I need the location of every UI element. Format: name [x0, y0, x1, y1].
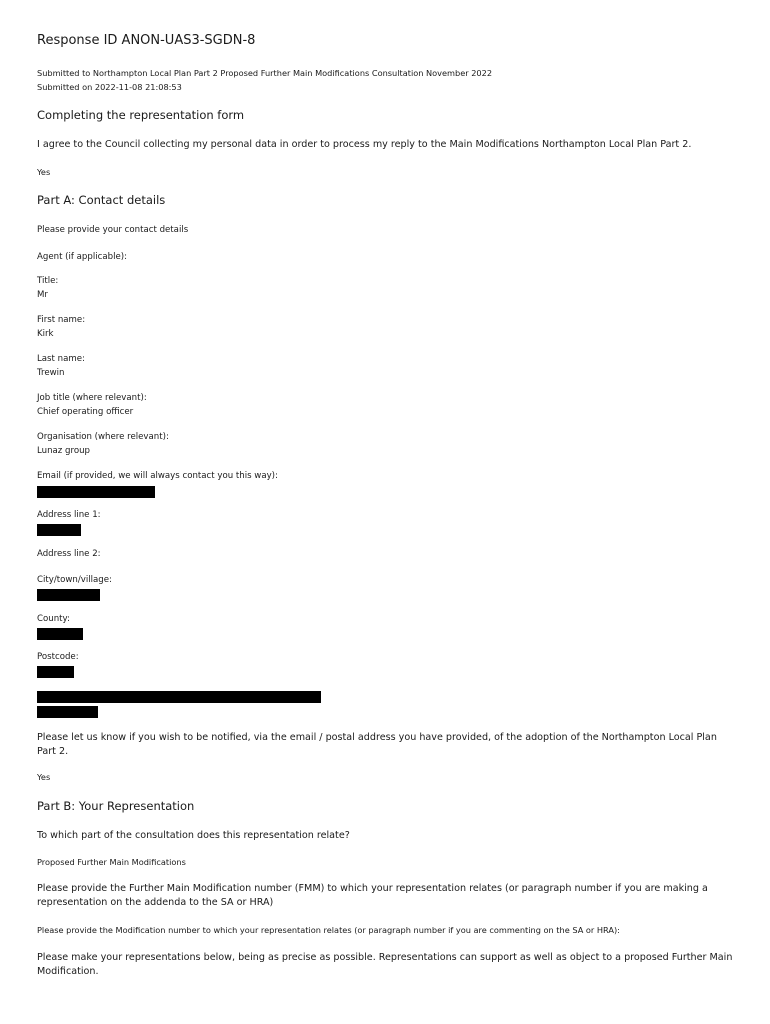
- redaction-postcode: [37, 666, 74, 678]
- first-name-label: First name:: [37, 315, 86, 325]
- part-question: To which part of the consultation does this representation relate?: [37, 830, 350, 841]
- redaction-address1: [37, 524, 81, 536]
- submitted-to: Submitted to Northampton Local Plan Part 2 Proposed Further Main Modifications Consultation November 2022: [37, 68, 493, 78]
- representation-question: Please make your representations below, being as precise as possible. Representations can support as well as object to a proposed Further Main Modification.: [37, 952, 733, 977]
- address2-label: Address line 2:: [37, 549, 101, 559]
- address1-label: Address line 1:: [37, 510, 101, 520]
- section-heading-form: Completing the representation form: [37, 108, 245, 122]
- fmm-question: Please provide the Further Main Modification number (FMM) to which your representation relates (or paragraph number if you are making a representation on the addenda to the SA or HRA): [37, 883, 708, 908]
- last-name-label: Last name:: [37, 354, 85, 364]
- email-label: Email (if provided, we will always contact you this way):: [37, 471, 278, 481]
- organisation-value: Lunaz group: [37, 446, 90, 456]
- part-answer: Proposed Further Main Modifications: [37, 857, 186, 867]
- organisation-label: Organisation (where relevant):: [37, 432, 169, 442]
- consent-question: I agree to the Council collecting my personal data in order to process my reply to the Main Modifications Northampton Local Plan Part 2.: [37, 139, 692, 150]
- redaction-block-2: [37, 706, 98, 718]
- redaction-email: [37, 486, 155, 498]
- redaction-city: [37, 589, 100, 601]
- notify-answer: Yes: [37, 772, 51, 782]
- title-value: Mr: [37, 290, 48, 300]
- county-label: County:: [37, 614, 70, 624]
- city-label: City/town/village:: [37, 575, 112, 585]
- response-id: Response ID ANON-UAS3-SGDN-8: [37, 33, 256, 48]
- postcode-label: Postcode:: [37, 652, 79, 662]
- job-title-label: Job title (where relevant):: [37, 393, 147, 403]
- section-heading-part-a: Part A: Contact details: [37, 193, 166, 207]
- contact-intro: Please provide your contact details: [37, 225, 189, 235]
- notify-question: Please let us know if you wish to be notified, via the email / postal address you have provided, of the adoption of the Northampton Local Plan Part 2.: [37, 732, 717, 757]
- redaction-county: [37, 628, 83, 640]
- last-name-value: Trewin: [37, 368, 65, 378]
- redaction-block-1: [37, 691, 321, 703]
- job-title-value: Chief operating officer: [37, 407, 134, 417]
- first-name-value: Kirk: [37, 329, 54, 339]
- agent-label: Agent (if applicable):: [37, 252, 127, 262]
- title-label: Title:: [37, 276, 59, 286]
- mod-question: Please provide the Modification number to which your representation relates (or paragraph number if you are commenting on the SA or HRA):: [37, 925, 620, 935]
- submitted-on: Submitted on 2022-11-08 21:08:53: [37, 82, 182, 92]
- section-heading-part-b: Part B: Your Representation: [37, 799, 195, 813]
- consent-answer: Yes: [37, 167, 51, 177]
